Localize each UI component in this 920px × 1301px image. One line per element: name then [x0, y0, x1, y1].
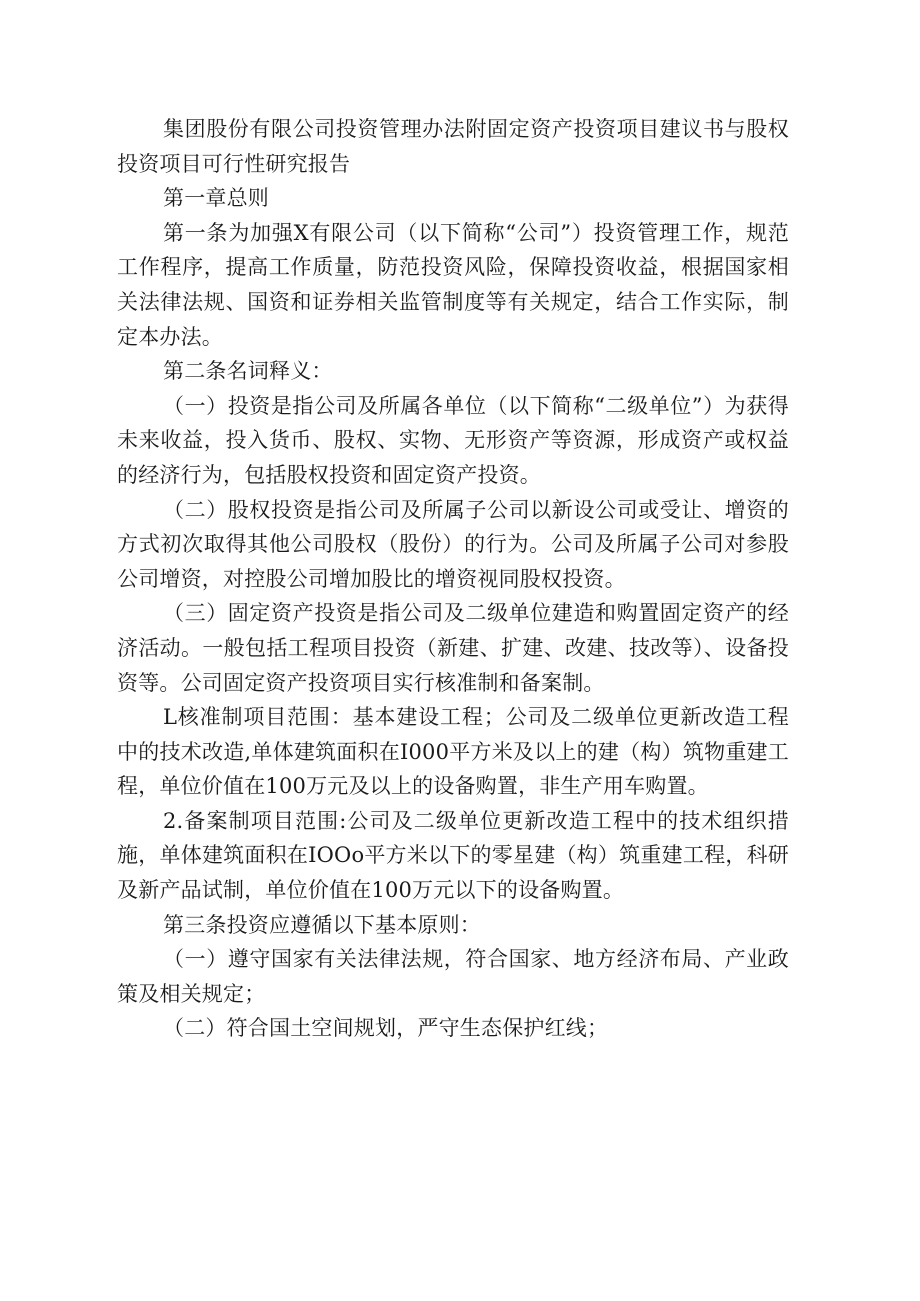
- article-2-item-2: （二）股权投资是指公司及所属子公司以新设公司或受让、增资的方式初次取得其他公司股权（股份）的行为。公司及所属子公司对参股公司增资，对控股公司增加股比的增资视同股权投资。: [117, 497, 789, 591]
- article-2-item-1: （一）投资是指公司及所属各单位（以下简称“二级单位”）为获得未来收益，投入货币、股权、实物、无形资产等资源，形成资产或权益的经济行为，包括股权投资和固定资产投资。: [117, 393, 789, 487]
- article-1: 第一条为加强X有限公司（以下简称“公司”）投资管理工作，规范工作程序，提高工作质量，防范投资风险，保障投资收益，根据国家相关法律法规、国资和证券相关监管制度等有关规定，结合工作实际，制定本办法。: [117, 220, 789, 349]
- chapter-heading: 第一章总则: [163, 186, 269, 211]
- document-body: [117, 112, 789, 1046]
- article-2-item-3: （三）固定资产投资是指公司及二级单位建造和购置固定资产的经济活动。一般包括工程项目投资（新建、扩建、改建、技改等）、设备投资等。公司固定资产投资项目实行核准制和备案制。: [117, 601, 789, 695]
- article-3-item-2: （二）符合国土空间规划，严守生态保护红线；: [163, 1016, 609, 1041]
- article-3-heading: 第三条投资应遵循以下基本原则：: [163, 912, 481, 937]
- article-2-heading: 第二条名词释义：: [163, 359, 333, 384]
- article-3-item-1: （一）遵守国家有关法律法规，符合国家、地方经济布局、产业政策及相关规定；: [117, 947, 789, 1006]
- filing-scope: 2.备案制项目范围:公司及二级单位更新改造工程中的技术组织措施，单体建筑面积在IOOo平方米以下的零星建（构）筑重建工程，科研及新产品试制，单位价值在100万元以下的设备购置。: [117, 808, 789, 903]
- document-title: 集团股份有限公司投资管理办法附固定资产投资项目建议书与股权投资项目可行性研究报告: [117, 117, 789, 176]
- approval-scope: L核准制项目范围：基本建设工程；公司及二级单位更新改造工程中的技术改造,单体建筑面积在I000平方米及以上的建（构）筑物重建工程，单位价值在100万元及以上的设备购置，非生产用车购置。: [117, 705, 789, 799]
